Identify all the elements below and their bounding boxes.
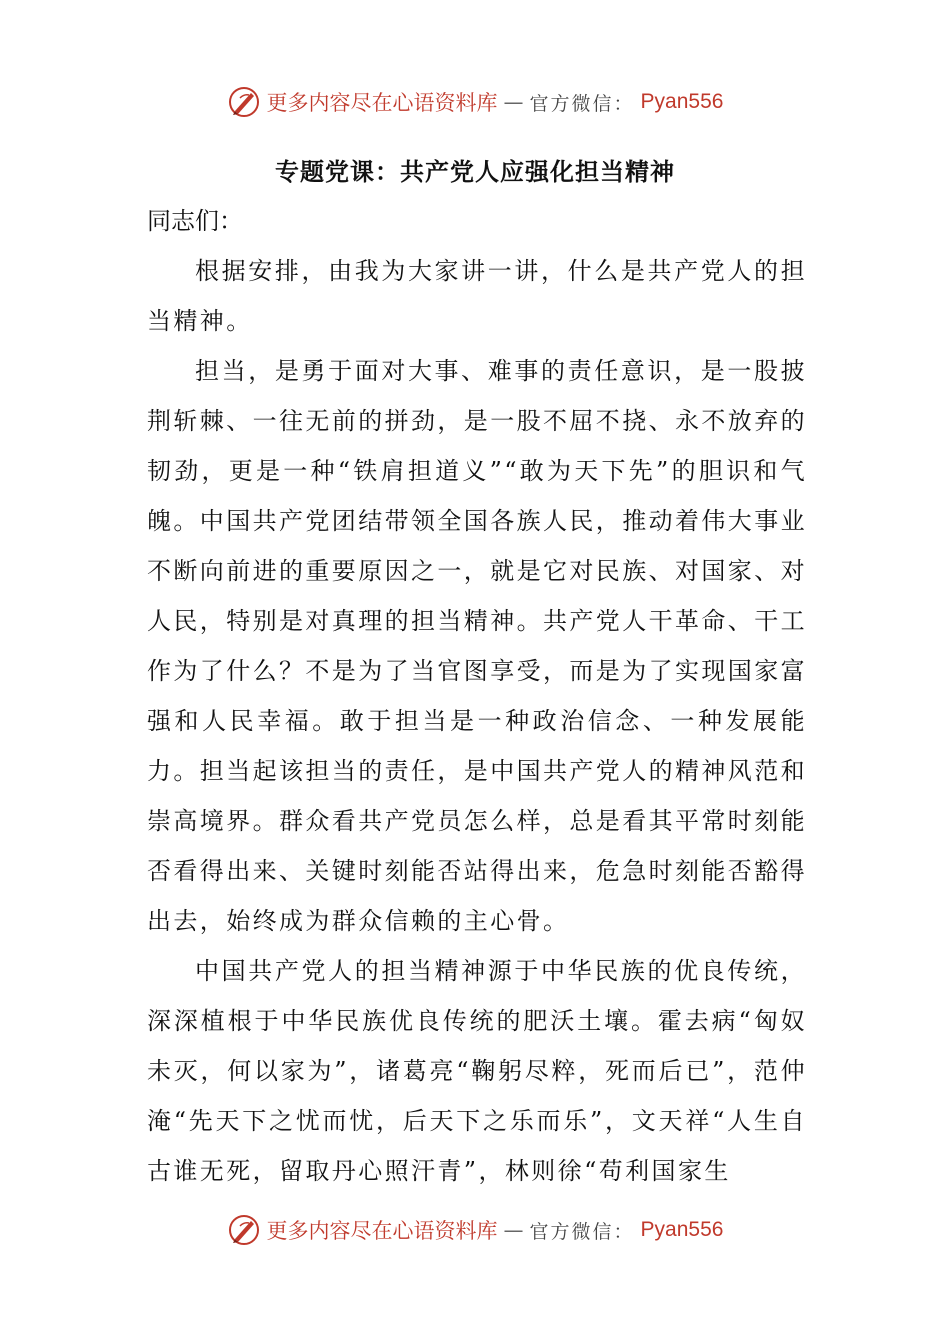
header-watermark bbox=[0, 82, 950, 122]
watermark-dash: — bbox=[503, 1218, 524, 1242]
document-body bbox=[147, 196, 807, 1196]
pen-logo-icon bbox=[227, 85, 261, 119]
pen-logo-icon bbox=[227, 1213, 261, 1247]
watermark-official-label: 官方微信： bbox=[529, 92, 635, 115]
watermark-wechat-id: Pyan556 bbox=[640, 1218, 724, 1241]
paragraph-2: 担当，是勇于面对大事、难事的责任意识，是一股披荆斩棘、一往无前的拼劲，是一股不屈不挠、永不放弃的韧劲，更是一种“铁肩担道义”“敢为天下先”的胆识和气魄。中国共产党团结带领全国各族人民，推动着伟大事业不断向前进的重要原因之一，就是它对民族、对国家、对人民，特别是对真理的担当精神。共产党人干革命、干工作为了什么？不是为了当官图享受，而是为了实现国家富强和人民幸福。敢于担当是一种政治信念、一种发展能力。担当起该担当的责任，是中国共产党人的精神风范和崇高境界。群众看共产党员怎么样，总是看其平常时刻能否看得出来、关键时刻能否站得出来，危急时刻能否豁得出去，始终成为群众信赖的主心骨。 bbox=[147, 357, 807, 935]
watermark-dash: — bbox=[503, 90, 524, 114]
watermark-wechat-id: Pyan556 bbox=[640, 90, 724, 113]
paragraph-3: 中国共产党人的担当精神源于中华民族的优良传统，深深植根于中华民族优良传统的肥沃土壤。霍去病“匈奴未灭，何以家为”，诸葛亮“鞠躬尽粹，死而后已”，范仲淹“先天下之忧而忧，后天下之乐而乐”，文天祥“人生自古谁无死，留取丹心照汗青”，林则徐“苟利国家生 bbox=[147, 957, 807, 1185]
document-title: 专题党课：共产党人应强化担当精神 bbox=[275, 158, 675, 186]
watermark-official-label: 官方微信： bbox=[529, 1220, 635, 1243]
watermark-main-text: 更多内容尽在心语资料库 bbox=[266, 1219, 498, 1243]
paragraph-1: 根据安排，由我为大家讲一讲，什么是共产党人的担当精神。 bbox=[147, 257, 807, 335]
footer-watermark bbox=[0, 1210, 950, 1250]
greeting: 同志们： bbox=[147, 207, 243, 235]
watermark-main-text: 更多内容尽在心语资料库 bbox=[266, 91, 498, 115]
